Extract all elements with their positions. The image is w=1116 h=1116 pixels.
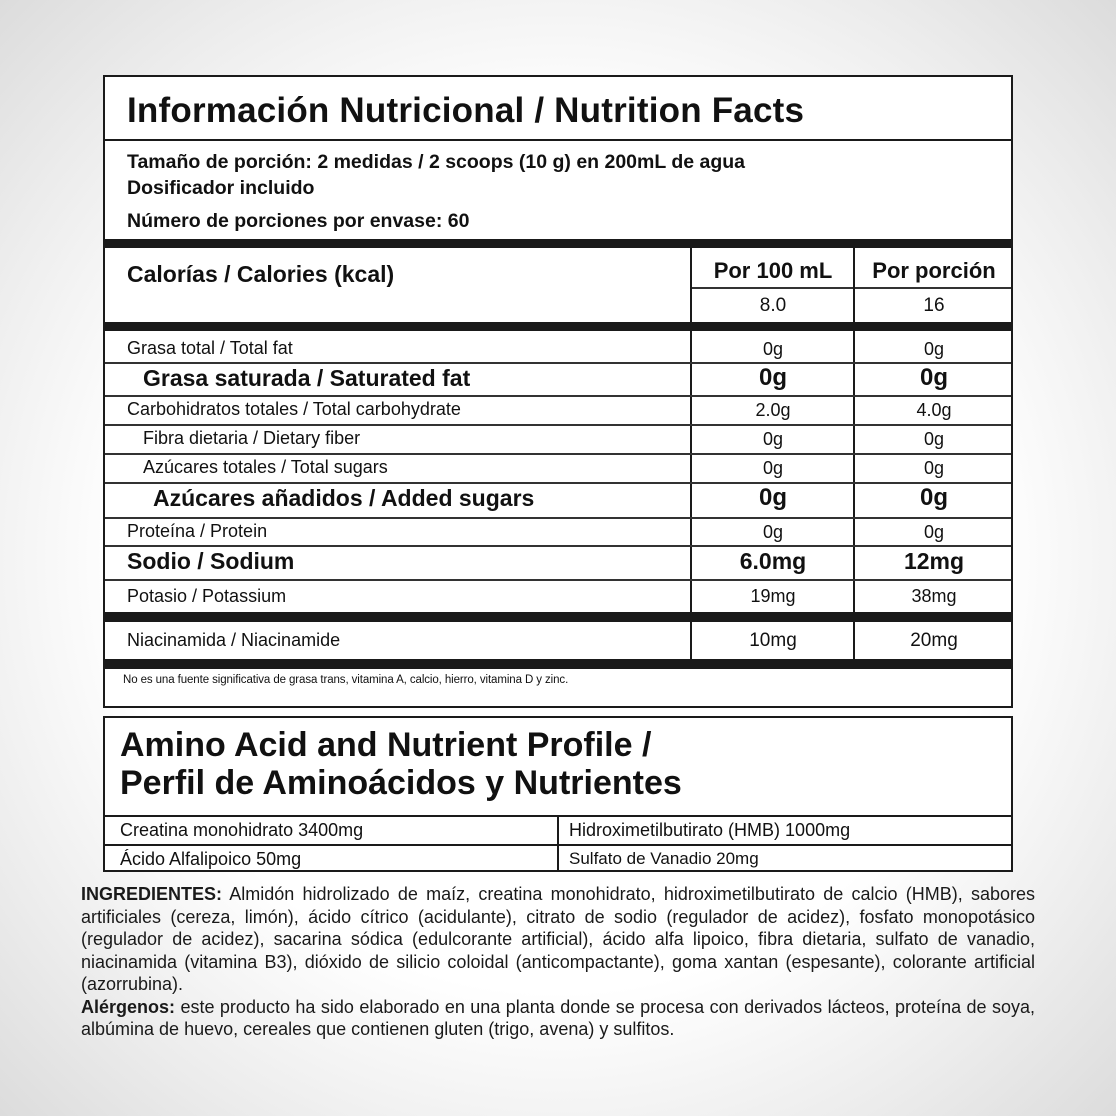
calories-per-serving: 16 <box>923 295 945 316</box>
thick-divider <box>105 659 1011 669</box>
nutrient-name: Grasa saturada / Saturated fat <box>143 365 471 391</box>
amino-item: Ácido Alfalipoico 50mg <box>120 849 302 869</box>
nutrient-name: Niacinamida / Niacinamide <box>127 630 341 650</box>
serving-size: Tamaño de porción: 2 medidas / 2 scoops (10 g) en 200mL de agua <box>127 151 746 173</box>
nutrient-per-serving: 38mg <box>911 586 957 606</box>
allergens-text: este producto ha sido elaborado en una planta donde se procesa con derivados lácteos, proteína de soya, albúmina de huevo, cereales que contienen gluten (trigo, avena) y sulfitos. <box>81 996 1035 1039</box>
amino-title-line2: Perfil de Aminoácidos y Nutrientes <box>120 764 682 802</box>
nutrient-per-100ml: 0g <box>762 339 784 359</box>
allergens-label: Alérgenos: <box>81 996 176 1017</box>
nutrient-per-serving: 20mg <box>910 630 958 651</box>
nutrient-per-serving: 4.0g <box>916 400 952 420</box>
amino-profile-panel <box>103 716 1013 872</box>
nutrient-per-100ml: 0g <box>758 364 787 391</box>
row-divider <box>105 517 1011 519</box>
nutrient-name: Carbohidratos totales / Total carbohydrate <box>127 399 461 419</box>
allergens-paragraph <box>81 996 1035 1041</box>
nutrient-name: Azúcares añadidos / Added sugars <box>153 485 535 511</box>
nutrient-per-100ml: 0g <box>762 522 784 542</box>
nutrient-name: Azúcares totales / Total sugars <box>143 457 388 477</box>
nutrient-name: Proteína / Protein <box>127 521 268 541</box>
nutrient-name: Sodio / Sodium <box>127 548 295 574</box>
nutrient-per-100ml: 6.0mg <box>739 548 807 574</box>
nutrition-facts-panel <box>103 75 1013 708</box>
row-divider <box>105 424 1011 426</box>
thick-divider <box>105 239 1011 248</box>
divider <box>691 287 1011 289</box>
calories-label: Calorías / Calories (kcal) <box>127 261 395 287</box>
nutrient-per-100ml: 2.0g <box>755 400 791 420</box>
column-divider <box>690 331 692 612</box>
nutrient-per-serving: 0g <box>919 364 948 391</box>
nutrient-per-serving: 0g <box>923 458 945 478</box>
ingredients-paragraph <box>81 883 1035 996</box>
row-divider <box>105 579 1011 581</box>
nutrient-name: Grasa total / Total fat <box>127 338 293 358</box>
ingredients-text: Almidón hidrolizado de maíz, creatina monohidrato, hidroximetilbutirato de calcio (HMB), sabores artificiales (cereza, limón), ácido cítrico (acidulante), citrato de sodio (regulador de acidez), fosfato monopotásico (regulador de acidez), sacarina sódica (edulcorante artificial), ácido alfa lipoico, fibra dietaria, sulfato de vanadio, niacinamida (vitamina B3), dióxido de silicio coloidal (anticompactante), goma xantan (espesante), colorante artificial (azorrubina). <box>81 884 1035 994</box>
column-divider <box>853 248 855 322</box>
nutrient-per-serving: 0g <box>923 339 945 359</box>
nutrient-per-serving: 0g <box>919 484 948 511</box>
nutrient-per-100ml: 19mg <box>750 586 796 606</box>
ingredients-block <box>81 883 1035 1041</box>
nutrient-per-100ml: 0g <box>758 484 787 511</box>
nutrient-name: Fibra dietaria / Dietary fiber <box>143 428 361 448</box>
calories-per-100ml: 8.0 <box>759 295 787 316</box>
column-divider <box>557 815 559 872</box>
amino-item: Creatina monohidrato 3400mg <box>120 820 364 840</box>
servings-per-container: Número de porciones por envase: 60 <box>127 210 470 232</box>
divider <box>105 139 1011 141</box>
amino-item: Hidroximetilbutirato (HMB) 1000mg <box>569 820 851 840</box>
amino-title <box>120 726 682 802</box>
footnote: No es una fuente significativa de grasa trans, vitamina A, calcio, hierro, vitamina D y zinc. <box>123 674 569 686</box>
row-divider <box>105 453 1011 455</box>
nutrient-per-serving: 0g <box>923 522 945 542</box>
column-divider <box>690 622 692 659</box>
nutrient-name: Potasio / Potassium <box>127 586 287 606</box>
amino-title-line1: Amino Acid and Nutrient Profile / <box>120 726 652 764</box>
dispenser-note: Dosificador incluido <box>127 177 315 199</box>
amino-item: Sulfato de Vanadio 20mg <box>569 849 759 868</box>
per-serving-header: Por porción <box>872 258 996 283</box>
nutrient-per-100ml: 10mg <box>749 630 797 651</box>
column-divider <box>690 248 692 322</box>
nutrient-per-serving: 0g <box>923 429 945 449</box>
row-divider <box>105 395 1011 397</box>
row-divider <box>105 545 1011 547</box>
ingredients-label: INGREDIENTES: <box>81 884 223 904</box>
thick-divider <box>105 612 1011 622</box>
thick-divider <box>105 322 1011 331</box>
nutrient-per-100ml: 0g <box>762 458 784 478</box>
per-100ml-header: Por 100 mL <box>713 258 833 283</box>
nutrient-per-serving: 12mg <box>903 548 965 574</box>
nutrient-per-100ml: 0g <box>762 429 784 449</box>
nutrition-title: Información Nutricional / Nutrition Facts <box>127 91 805 130</box>
